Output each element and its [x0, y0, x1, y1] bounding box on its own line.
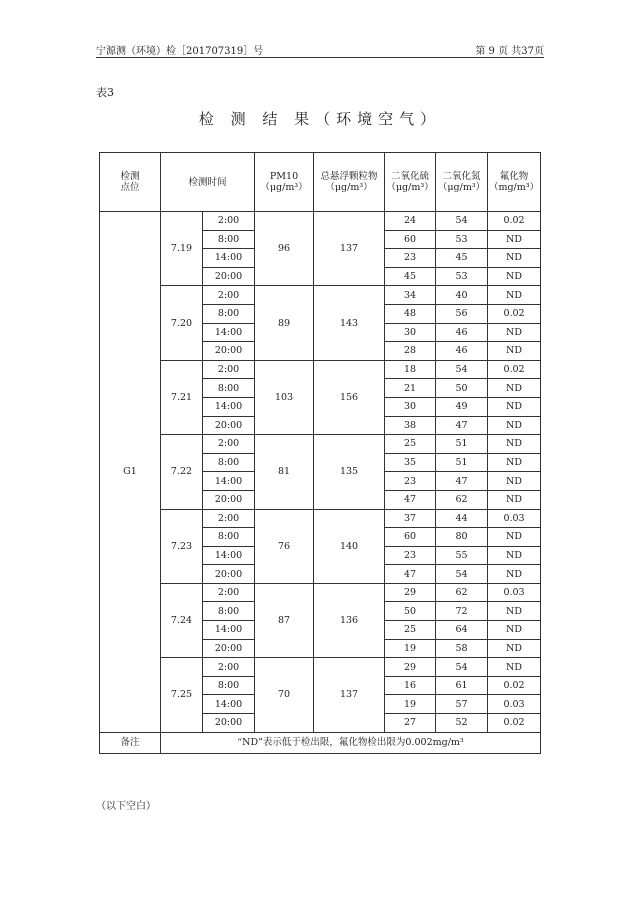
header-h2s-line1: 氟化物: [499, 171, 529, 182]
cell-time: 2:00: [203, 360, 255, 379]
cell-h2s: ND: [488, 249, 541, 268]
cell-no2: 54: [436, 658, 488, 677]
cell-so2: 23: [385, 546, 436, 565]
cell-no2: 55: [436, 546, 488, 565]
cell-time: 14:00: [203, 323, 255, 342]
cell-so2: 16: [385, 676, 436, 695]
cell-h2s: ND: [488, 639, 541, 658]
cell-date: 7.20: [161, 286, 203, 360]
cell-time: 20:00: [203, 267, 255, 286]
cell-h2s: 0.02: [488, 304, 541, 323]
cell-h2s: ND: [488, 379, 541, 398]
cell-tsp: 135: [314, 435, 385, 509]
header-h2s-line2: （mg/m³）: [488, 182, 540, 193]
cell-time: 2:00: [203, 658, 255, 677]
header-point-line2: 点位: [120, 182, 140, 193]
header-point-line1: 检测: [120, 171, 140, 182]
cell-no2: 64: [436, 621, 488, 640]
cell-no2: 54: [436, 565, 488, 584]
cell-h2s: ND: [488, 490, 541, 509]
cell-time: 20:00: [203, 565, 255, 584]
cell-h2s: ND: [488, 435, 541, 454]
cell-so2: 50: [385, 602, 436, 621]
cell-time: 14:00: [203, 546, 255, 565]
cell-time: 8:00: [203, 379, 255, 398]
cell-time: 2:00: [203, 212, 255, 231]
cell-no2: 44: [436, 509, 488, 528]
cell-h2s: ND: [488, 658, 541, 677]
table-row: [100, 509, 541, 528]
cell-no2: 49: [436, 397, 488, 416]
cell-so2: 30: [385, 323, 436, 342]
header-point: [100, 153, 161, 212]
cell-h2s: 0.03: [488, 583, 541, 602]
cell-so2: 28: [385, 342, 436, 361]
table-label: 表3: [96, 86, 114, 99]
header-no2: [436, 153, 488, 212]
cell-no2: 52: [436, 714, 488, 733]
cell-h2s: ND: [488, 602, 541, 621]
cell-so2: 60: [385, 230, 436, 249]
cell-time: 14:00: [203, 472, 255, 491]
cell-so2: 35: [385, 453, 436, 472]
header-tsp-line1: 总悬浮颗粒物: [320, 171, 378, 182]
cell-time: 8:00: [203, 676, 255, 695]
cell-so2: 27: [385, 714, 436, 733]
results-table: [99, 152, 541, 754]
cell-no2: 80: [436, 528, 488, 547]
cell-no2: 72: [436, 602, 488, 621]
cell-h2s: ND: [488, 621, 541, 640]
header-h2s: [488, 153, 541, 212]
cell-time: 20:00: [203, 714, 255, 733]
cell-time: 20:00: [203, 342, 255, 361]
cell-time: 2:00: [203, 509, 255, 528]
cell-time: 20:00: [203, 639, 255, 658]
cell-h2s: ND: [488, 528, 541, 547]
cell-no2: 58: [436, 639, 488, 658]
cell-pm10: 87: [255, 583, 314, 657]
cell-so2: 60: [385, 528, 436, 547]
note-text: “ND”表示低于检出限，氟化物检出限为0.002mg/m³: [161, 732, 541, 753]
cell-so2: 29: [385, 658, 436, 677]
cell-tsp: 137: [314, 212, 385, 286]
cell-no2: 53: [436, 267, 488, 286]
cell-so2: 25: [385, 621, 436, 640]
cell-h2s: ND: [488, 546, 541, 565]
cell-time: 14:00: [203, 249, 255, 268]
page-indicator: 第 9 页 共37页: [475, 46, 544, 57]
cell-no2: 61: [436, 676, 488, 695]
cell-no2: 57: [436, 695, 488, 714]
header-no2-line1: 二氧化氮: [442, 171, 481, 182]
cell-h2s: ND: [488, 230, 541, 249]
table-row: [100, 212, 541, 231]
cell-pm10: 89: [255, 286, 314, 360]
page-title: 检 测 结 果（环境空气）: [198, 110, 442, 128]
cell-so2: 34: [385, 286, 436, 305]
cell-h2s: 0.02: [488, 212, 541, 231]
cell-no2: 50: [436, 379, 488, 398]
cell-no2: 51: [436, 453, 488, 472]
cell-pm10: 70: [255, 658, 314, 732]
cell-date: 7.23: [161, 509, 203, 583]
cell-time: 2:00: [203, 435, 255, 454]
cell-tsp: 137: [314, 658, 385, 732]
cell-h2s: ND: [488, 267, 541, 286]
cell-no2: 47: [436, 416, 488, 435]
cell-so2: 18: [385, 360, 436, 379]
cell-pm10: 76: [255, 509, 314, 583]
table-row: [100, 435, 541, 454]
table-header-row: [100, 153, 541, 212]
cell-date: 7.21: [161, 360, 203, 434]
end-marker: （以下空白）: [96, 801, 156, 812]
header-tsp: [314, 153, 385, 212]
cell-time: 8:00: [203, 602, 255, 621]
cell-so2: 21: [385, 379, 436, 398]
cell-point: G1: [100, 212, 161, 733]
cell-h2s: ND: [488, 416, 541, 435]
cell-so2: 30: [385, 397, 436, 416]
cell-no2: 45: [436, 249, 488, 268]
cell-date: 7.24: [161, 583, 203, 657]
cell-pm10: 96: [255, 212, 314, 286]
table-row: [100, 658, 541, 677]
cell-time: 8:00: [203, 453, 255, 472]
table-row: [100, 360, 541, 379]
report-number: 宁源测（环境）检［201707319］号: [96, 46, 264, 57]
cell-no2: 56: [436, 304, 488, 323]
table-row: [100, 286, 541, 305]
header-datetime: 检测时间: [161, 153, 255, 212]
cell-no2: 54: [436, 360, 488, 379]
cell-h2s: 0.03: [488, 695, 541, 714]
cell-h2s: ND: [488, 342, 541, 361]
cell-time: 2:00: [203, 583, 255, 602]
cell-no2: 51: [436, 435, 488, 454]
cell-time: 14:00: [203, 621, 255, 640]
cell-h2s: 0.03: [488, 509, 541, 528]
cell-so2: 25: [385, 435, 436, 454]
cell-time: 8:00: [203, 230, 255, 249]
cell-no2: 40: [436, 286, 488, 305]
cell-time: 8:00: [203, 304, 255, 323]
cell-no2: 62: [436, 583, 488, 602]
cell-date: 7.22: [161, 435, 203, 509]
cell-time: 20:00: [203, 416, 255, 435]
cell-so2: 23: [385, 249, 436, 268]
cell-time: 8:00: [203, 528, 255, 547]
cell-no2: 46: [436, 323, 488, 342]
header-so2: [385, 153, 436, 212]
header-pm10: [255, 153, 314, 212]
cell-h2s: 0.02: [488, 714, 541, 733]
cell-tsp: 156: [314, 360, 385, 434]
cell-no2: 53: [436, 230, 488, 249]
cell-so2: 19: [385, 639, 436, 658]
cell-tsp: 143: [314, 286, 385, 360]
cell-h2s: ND: [488, 286, 541, 305]
note-row: [100, 732, 541, 753]
table-body: [100, 212, 541, 733]
header-so2-line1: 二氧化硫: [391, 171, 430, 182]
cell-pm10: 103: [255, 360, 314, 434]
cell-h2s: ND: [488, 565, 541, 584]
cell-so2: 37: [385, 509, 436, 528]
cell-so2: 48: [385, 304, 436, 323]
cell-so2: 23: [385, 472, 436, 491]
cell-h2s: ND: [488, 323, 541, 342]
cell-so2: 47: [385, 490, 436, 509]
cell-h2s: ND: [488, 472, 541, 491]
cell-no2: 47: [436, 472, 488, 491]
cell-h2s: 0.02: [488, 360, 541, 379]
cell-tsp: 136: [314, 583, 385, 657]
note-label: 备注: [100, 732, 161, 753]
cell-date: 7.25: [161, 658, 203, 732]
cell-no2: 54: [436, 212, 488, 231]
cell-pm10: 81: [255, 435, 314, 509]
cell-so2: 47: [385, 565, 436, 584]
header-no2-line2: （μg/m³）: [437, 182, 486, 193]
header-divider: [96, 57, 544, 58]
table-row: [100, 583, 541, 602]
header-pm10-line2: （μg/m³）: [260, 182, 308, 193]
cell-so2: 45: [385, 267, 436, 286]
cell-so2: 19: [385, 695, 436, 714]
cell-so2: 29: [385, 583, 436, 602]
header-pm10-line1: PM10: [269, 171, 299, 182]
cell-so2: 38: [385, 416, 436, 435]
cell-time: 20:00: [203, 490, 255, 509]
cell-date: 7.19: [161, 212, 203, 286]
cell-no2: 46: [436, 342, 488, 361]
cell-h2s: ND: [488, 453, 541, 472]
cell-no2: 62: [436, 490, 488, 509]
cell-time: 2:00: [203, 286, 255, 305]
cell-h2s: ND: [488, 397, 541, 416]
cell-time: 14:00: [203, 397, 255, 416]
header-tsp-line2: （μg/m³）: [325, 182, 373, 193]
cell-h2s: 0.02: [488, 676, 541, 695]
cell-so2: 24: [385, 212, 436, 231]
cell-time: 14:00: [203, 695, 255, 714]
cell-tsp: 140: [314, 509, 385, 583]
header-so2-line2: （μg/m³）: [386, 182, 434, 193]
